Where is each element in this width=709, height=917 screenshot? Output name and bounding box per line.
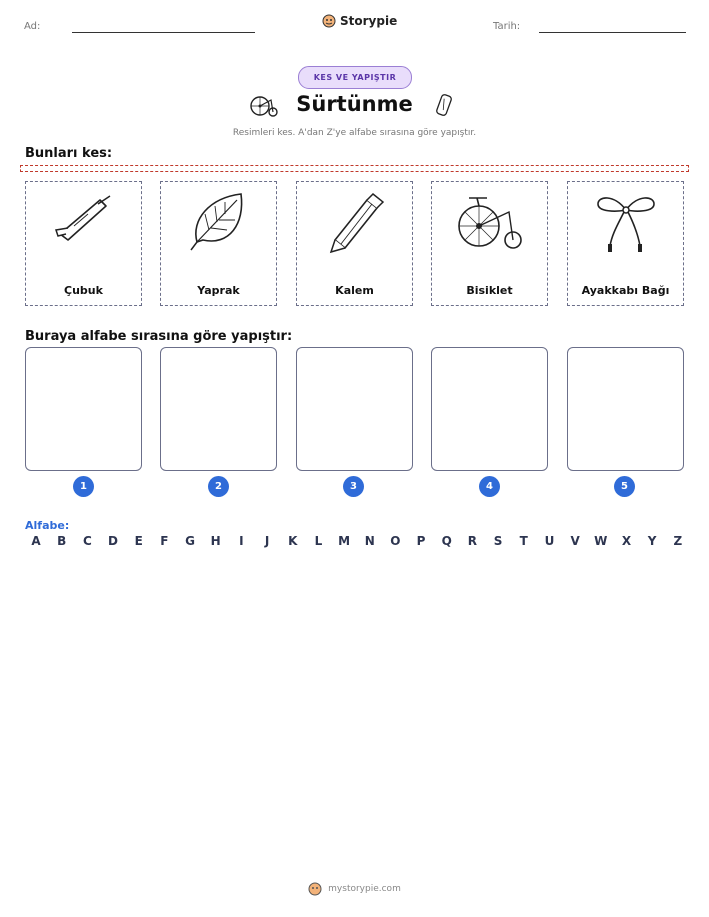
slot-number: 4 <box>479 476 500 497</box>
alphabet-title: Alfabe: <box>25 519 70 532</box>
cut-card[interactable] <box>567 181 684 306</box>
brand-name: Storypie <box>340 14 398 28</box>
pencil-icon <box>325 190 385 254</box>
alphabet-letter: N <box>364 534 375 548</box>
cut-section-heading: Bunları kes: <box>25 146 113 161</box>
alphabet-letter: L <box>314 534 323 548</box>
slot-number: 5 <box>614 476 635 497</box>
instructions: Resimleri kes. A'dan Z'ye alfabe sırasına göre yapıştır. <box>232 128 477 138</box>
card-label: Bisiklet <box>466 284 513 297</box>
date-field-line[interactable] <box>539 32 686 33</box>
alphabet-letter: V <box>570 534 580 548</box>
bicycle-icon <box>457 190 523 254</box>
footer <box>0 882 709 896</box>
brand-logo <box>322 14 397 28</box>
name-label: Ad: <box>24 21 41 32</box>
alphabet-letter: Q <box>441 534 452 548</box>
cut-card[interactable] <box>431 181 548 306</box>
alphabet-letter: E <box>134 534 143 548</box>
card-label: Ayakkabı Bağı <box>581 284 670 297</box>
alphabet-letter: Y <box>647 534 657 548</box>
cut-card[interactable] <box>25 181 142 306</box>
slot-number: 3 <box>343 476 364 497</box>
alphabet-letter: G <box>185 534 195 548</box>
alphabet-letter: C <box>82 534 92 548</box>
paste-box[interactable] <box>567 347 684 471</box>
stick-icon <box>54 190 114 250</box>
paste-box[interactable] <box>431 347 548 471</box>
alphabet-letter: Z <box>673 534 683 548</box>
alphabet-letter: S <box>493 534 503 548</box>
cut-card[interactable] <box>296 181 413 306</box>
alphabet-letter: T <box>519 534 528 548</box>
date-label: Tarih: <box>493 21 521 32</box>
card-label: Çubuk <box>64 284 103 297</box>
card-label: Yaprak <box>197 284 240 297</box>
alphabet-letter: K <box>288 534 298 548</box>
paste-box[interactable] <box>296 347 413 471</box>
alphabet-letter: J <box>264 534 270 548</box>
alphabet-letter: H <box>210 534 221 548</box>
cut-card[interactable] <box>160 181 277 306</box>
activity-badge: KES VE YAPIŞTIR <box>298 66 412 89</box>
leaf-icon <box>189 190 249 254</box>
alphabet-row <box>27 534 687 548</box>
card-label: Kalem <box>335 284 374 297</box>
paste-box[interactable] <box>25 347 142 471</box>
alphabet-letter: R <box>467 534 478 548</box>
storypie-mascot-icon <box>322 14 336 28</box>
stick-icon <box>432 92 456 118</box>
paste-box[interactable] <box>160 347 277 471</box>
slot-number: 1 <box>73 476 94 497</box>
alphabet-letter: U <box>544 534 555 548</box>
cut-line <box>20 165 689 172</box>
alphabet-letter: M <box>338 534 351 548</box>
slot-number: 2 <box>208 476 229 497</box>
page-title: Sürtünme <box>296 92 413 116</box>
footer-url[interactable]: mystorypie.com <box>328 884 401 894</box>
alphabet-letter: X <box>621 534 632 548</box>
alphabet-letter: W <box>594 534 608 548</box>
alphabet-letter: O <box>390 534 401 548</box>
alphabet-letter: F <box>160 534 169 548</box>
name-field-line[interactable] <box>72 32 255 33</box>
alphabet-letter: B <box>57 534 67 548</box>
shoelace-icon <box>594 190 658 254</box>
alphabet-letter: P <box>416 534 426 548</box>
paste-section-heading: Buraya alfabe sırasına göre yapıştır: <box>25 329 293 344</box>
alphabet-letter: A <box>31 534 41 548</box>
alphabet-letter: I <box>239 534 244 548</box>
alphabet-letter: D <box>108 534 118 548</box>
storypie-mascot-icon <box>308 882 322 896</box>
